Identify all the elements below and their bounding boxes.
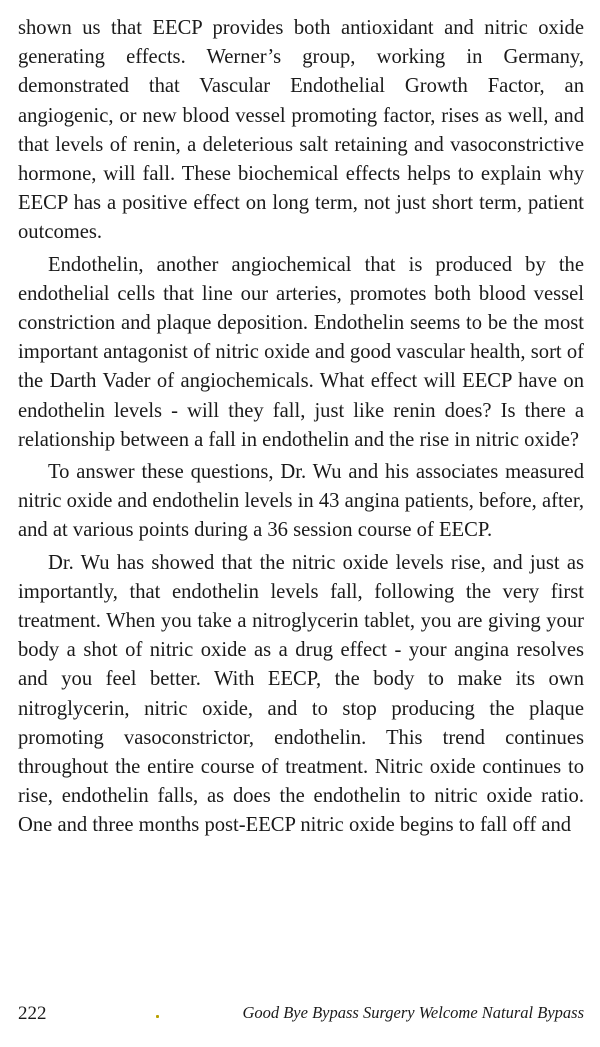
paragraph-eecp-effects: shown us that EECP provides both antioxidant and nitric oxide generating effects. Werner’s group, working in Germany, demonstrated that Vascular Endothelial Growth Factor, an angiogenic, or new blood vessel promoting factor, rises as well, and that levels of renin, a deleterious salt retaining and vasoconstrictive hormone, will fall. These biochemical effects helps to explain why EECP has a positive effect on long term, not just short term, patient outcomes.	[18, 17, 584, 244]
running-title: Good Bye Bypass Surgery Welcome Natural Bypass	[242, 1003, 584, 1022]
print-speck	[156, 1015, 159, 1018]
paragraph-wu-study: To answer these questions, Dr. Wu and his associates measured nitric oxide and endothelin levels in 43 angina patients, before, after, and at various points during a 36 session course of EECP.	[18, 461, 584, 542]
paragraph-wu-results: Dr. Wu has showed that the nitric oxide levels rise, and just as importantly, that endothelin levels fall, following the very first treatment. When you take a nitroglycerin tablet, you are giving your body a shot of nitric oxide as a drug effect - your angina resolves and you feel better. With EECP, the body to make its own nitroglycerin, nitric oxide, and to stop producing the plaque promoting vasoconstrictor, endothelin. This trend continues throughout the entire course of treatment. Nitric oxide continues to rise, endothelin falls, as does the endothelin to nitric oxide ratio. One and three months post-EECP nitric oxide begins to fall off and	[18, 551, 584, 837]
page-number: 222	[18, 1003, 47, 1024]
paragraph-endothelin: Endothelin, another angiochemical that is produced by the endothelial cells that line our arteries, promotes both blood vessel constriction and plaque deposition. Endothelin seems to be the most important antagonist of nitric oxide and good vascular health, sort of the Darth Vader of angiochemicals. What effect will EECP have on endothelin levels - will they fall, just like renin does? Is there a relationship between a fall in endothelin and the rise in nitric oxide?	[18, 253, 584, 451]
book-page-body	[18, 14, 584, 841]
page-footer	[18, 1003, 584, 1027]
